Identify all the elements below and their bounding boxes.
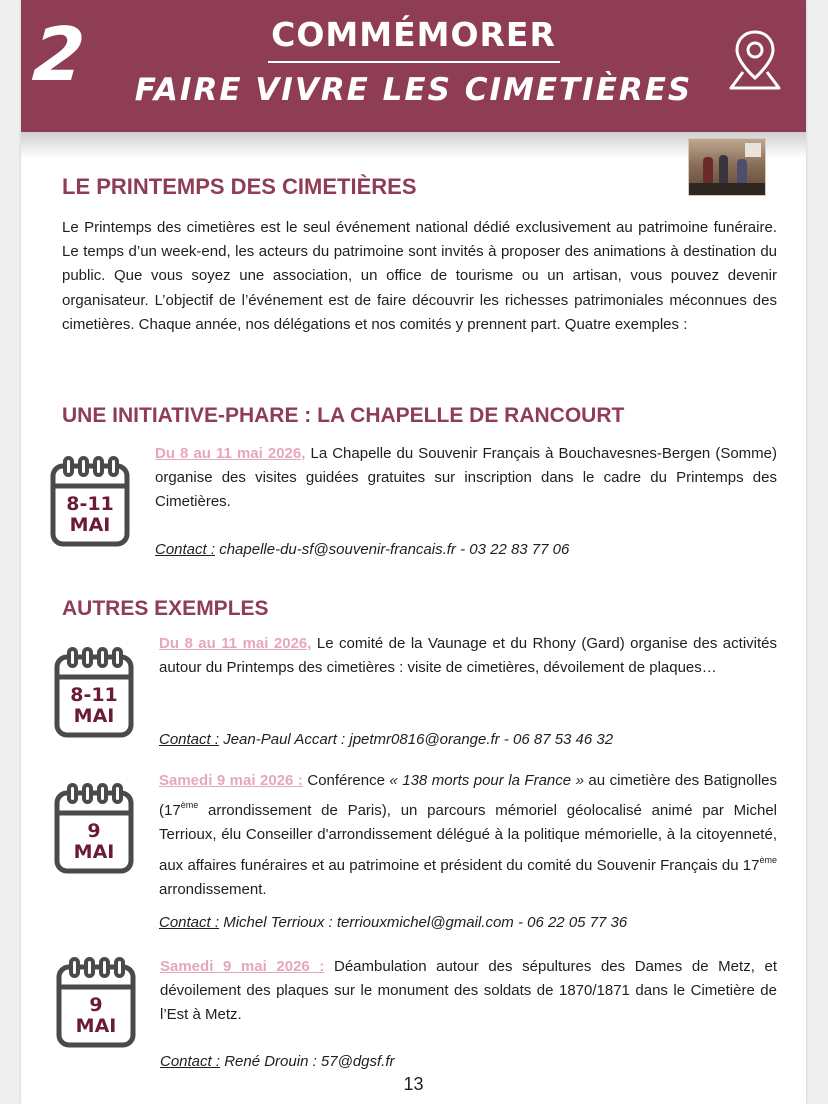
chapter-header [21,0,806,132]
contact-label: Contact : [155,541,216,558]
event-text: La Chapelle du Souvenir Français à Bouchavesnes-Bergen (Somme) organise des visites guidées gratuites sur inscription dans le cadre du Printemps des Cimetières. [155,445,777,511]
calendar-month: MAI [73,841,115,863]
contact-label: Contact : [160,1053,221,1070]
flagship-contact [155,538,569,562]
event-date: Du 8 au 11 mai 2026, [159,635,312,652]
others-heading: AUTRES EXEMPLES [62,597,269,620]
example-2-contact [159,911,627,935]
flagship-description [155,442,777,515]
example-3-description [160,955,777,1028]
chapter-number: 2 [29,12,88,98]
ordinal-suffix: ème [180,800,199,811]
event-text: au cimetière des Batignolles (17 [159,772,777,820]
calendar-days: 9 [87,820,101,842]
intro-paragraph: Le Printemps des cimetières est le seul événement national dédié exclusivement au patrimoine funéraire. Le temps d’un week-end, les acteurs du patrimoine sont invités à proposer des animations à destination du public. Que vous soyez une association, un office de tourisme ou un artisan, vous pouvez devenir organisateur. L’objectif de l’événement est de faire découvrir les richesses patrimoniales méconnues des cimetières. Chaque année, nos délégations et nos comités y prennent part. Quatre exemples : [62,219,777,333]
contact-text: chapelle-du-sf@souvenir-francais.fr - 03 22 83 77 06 [215,541,570,558]
contact-text: René Drouin : 57@dgsf.fr [220,1053,395,1070]
calendar-month: MAI [73,705,115,727]
event-text: Déambulation autour des sépultures des Dames de Metz, et dévoilement des plaques sur le monument des soldats de 1870/1871 dans le Cimetière de l’Est à Metz. [160,958,777,1024]
flagship-heading: UNE INITIATIVE-PHARE : LA CHAPELLE DE RANCOURT [62,404,625,427]
calendar-month: MAI [75,1015,117,1037]
example-1-contact [159,728,613,752]
intro-heading: LE PRINTEMPS DES CIMETIÈRES [62,174,417,199]
calendar-8-11-mai [49,454,131,548]
chapter-subtitle: FAIRE VIVRE LES CIMETIÈRES [134,72,693,108]
contact-label: Contact : [159,914,220,931]
chapter-title: COMMÉMORER [271,15,556,54]
event-text: arrondissement de Paris), un parcours mémoriel géolocalisé animé par Michel Terrioux, élu Conseiller d'arrondissement délégué à la politique mémorielle, à la citoyenneté, aux affaires funéraires et au patrimoine et président du comité du Souvenir Français du 17 [159,802,777,874]
example-2-description [159,769,777,902]
calendar-date-text [51,494,129,536]
example-3-contact [160,1050,395,1074]
calendar-9-mai [53,781,135,875]
calendar-days: 8-11 [66,493,114,515]
location-pin-icon [725,26,785,96]
event-date: Samedi 9 mai 2026 : [160,958,325,975]
page-number: 13 [403,1074,424,1094]
event-text: Conférence [302,772,390,789]
conference-title: « 138 morts pour la France » [389,772,584,789]
calendar-month: MAI [69,514,111,536]
example-1-description [159,632,777,680]
event-date: Du 8 au 11 mai 2026, [155,445,306,462]
calendar-days: 8-11 [70,684,118,706]
event-photo [688,138,766,196]
title-underline [268,61,560,63]
ordinal-suffix: ème [759,854,777,865]
contact-text: Michel Terrioux : terriouxmichel@gmail.com - 06 22 05 77 36 [219,914,628,931]
event-text: arrondissement. [159,880,267,898]
event-text: Le comité de la Vaunage et du Rhony (Gard) organise des activités autour du Printemps des cimetières : visite de cimetières, dévoilement de plaques… [159,635,777,677]
calendar-date-text [55,821,133,863]
document-page [21,0,806,1104]
contact-text: Jean-Paul Accart : jpetmr0816@orange.fr - 06 87 53 46 32 [219,731,614,748]
calendar-date-text [55,685,133,727]
event-date: Samedi 9 mai 2026 : [159,772,303,789]
calendar-date-text [57,995,135,1037]
calendar-9-mai [55,955,137,1049]
contact-label: Contact : [159,731,220,748]
calendar-8-11-mai [53,645,135,739]
calendar-days: 9 [89,994,103,1016]
